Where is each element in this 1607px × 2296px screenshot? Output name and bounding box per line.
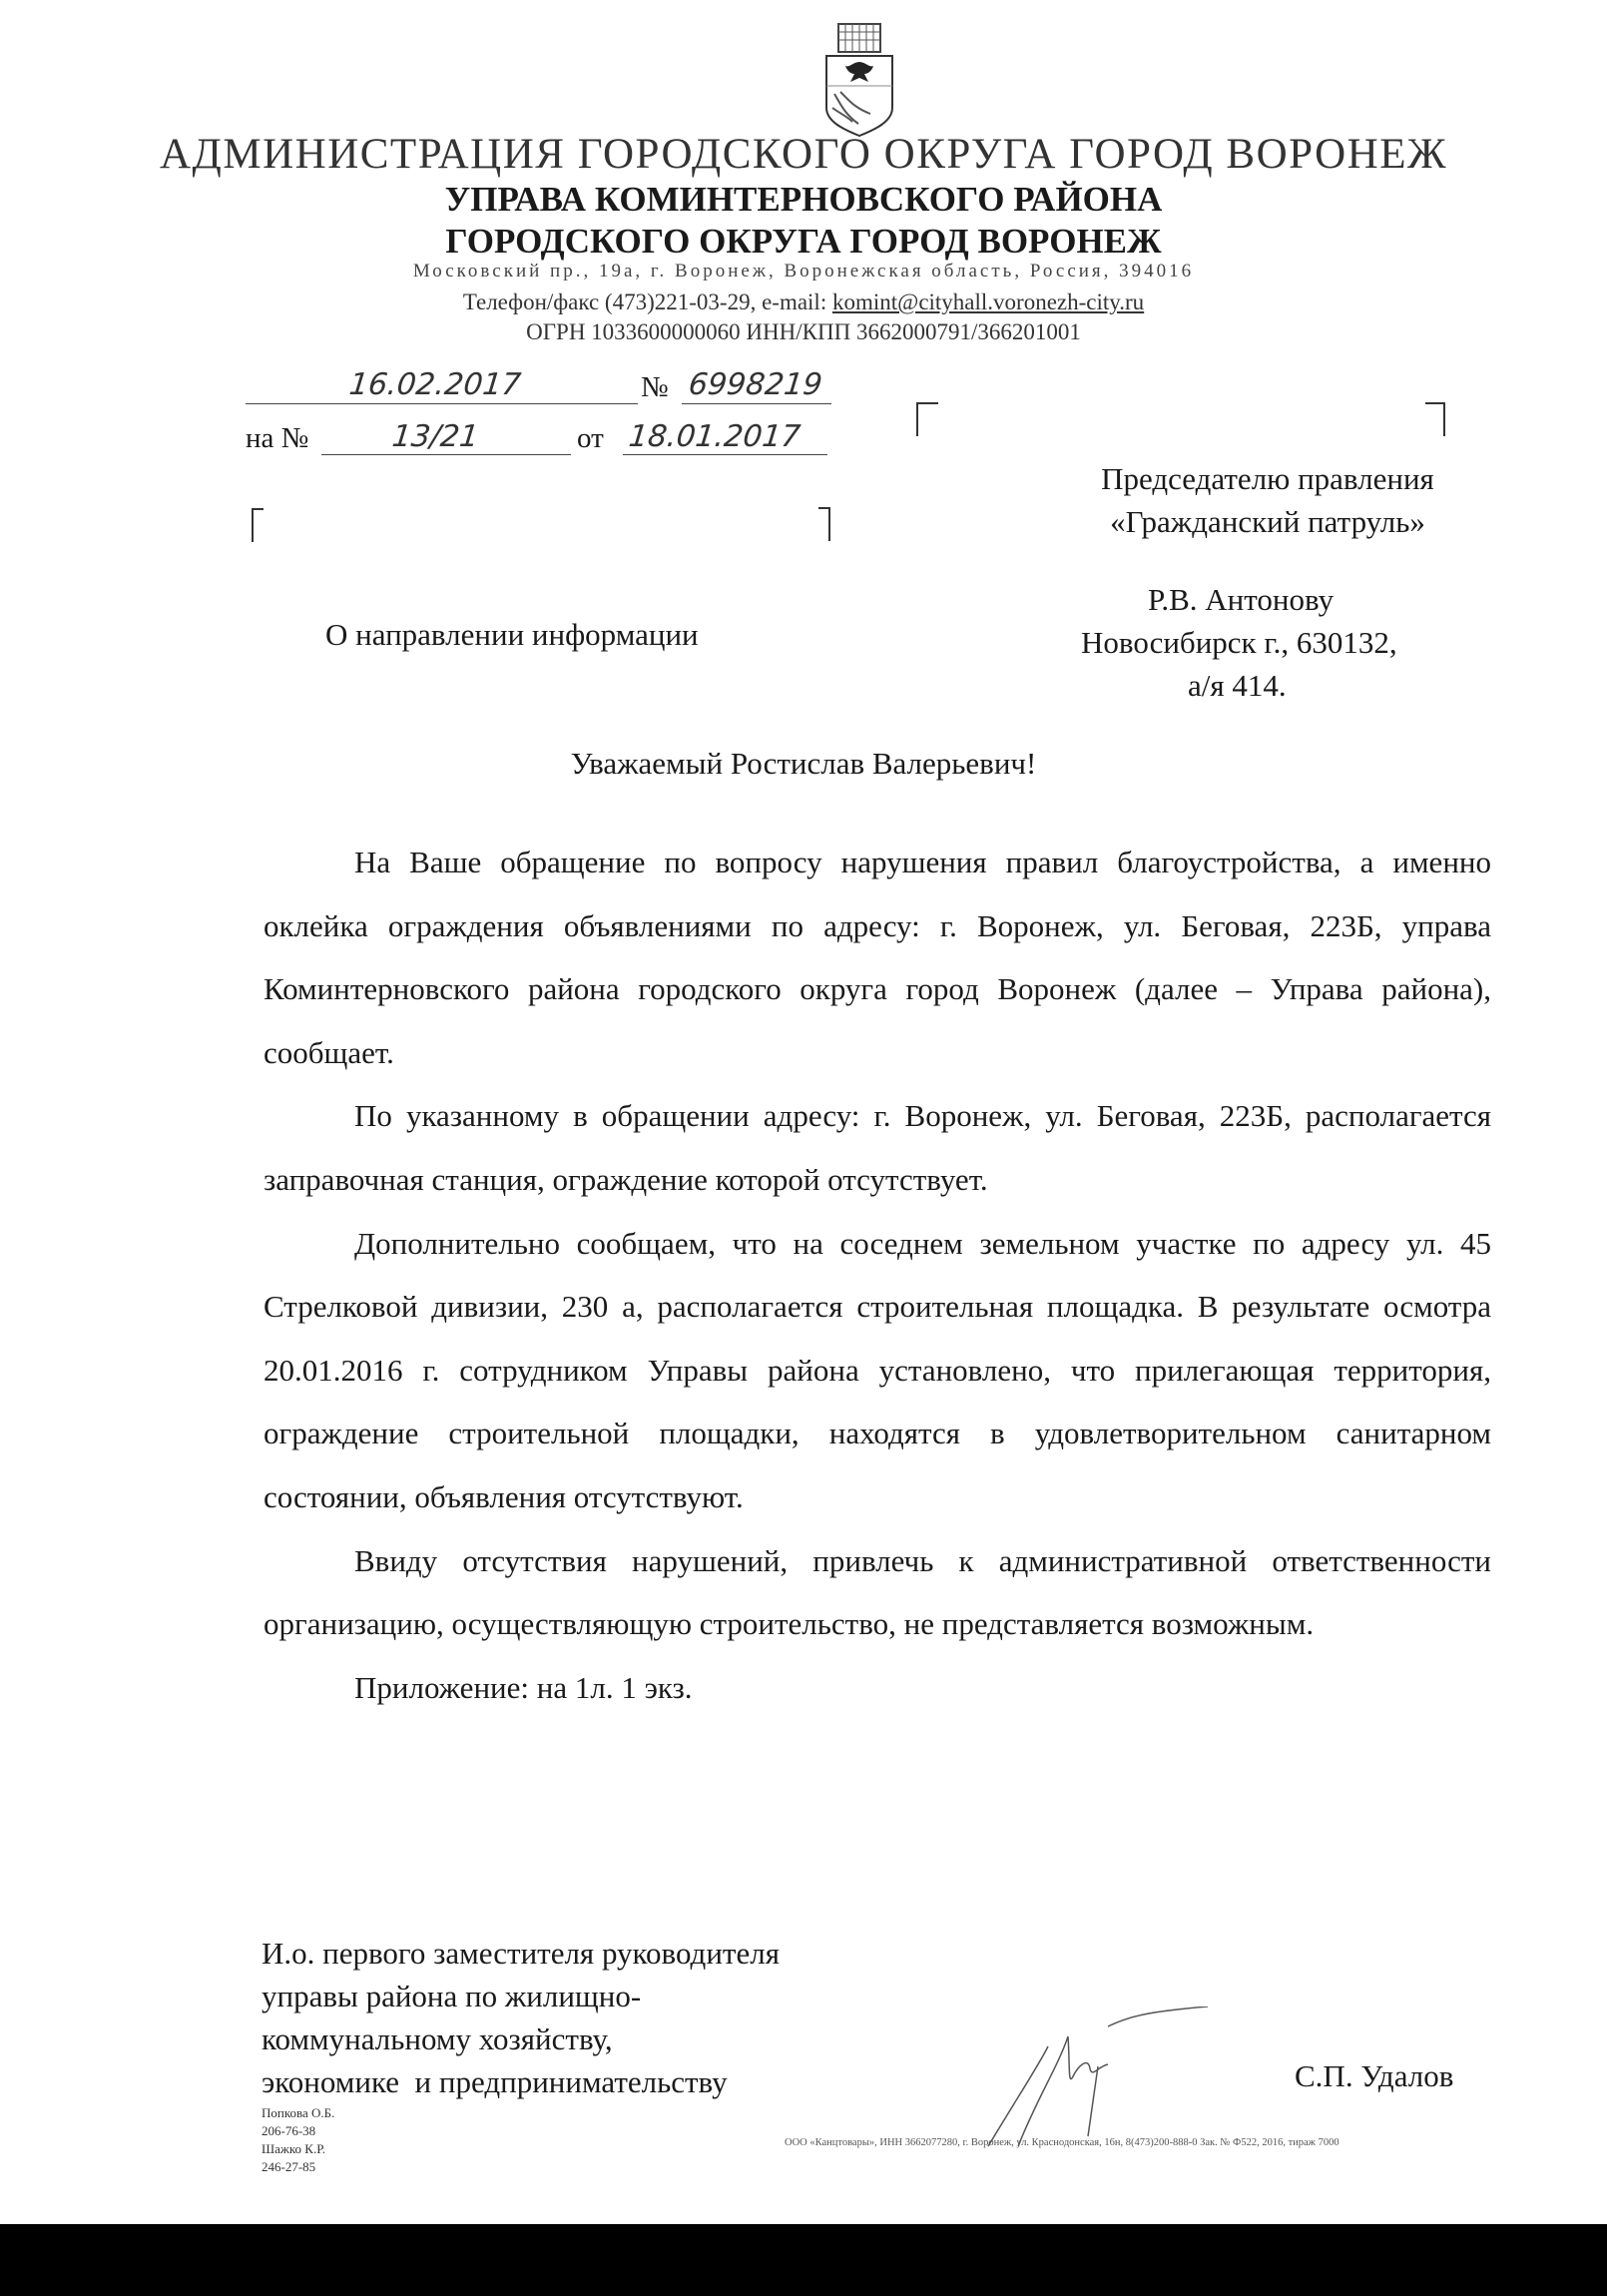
scan-border <box>0 2224 1607 2296</box>
number-underline <box>682 403 831 404</box>
addressee-position: Председателю правления <box>1101 461 1434 496</box>
body-paragraph: По указанному в обращении адресу: г. Воронеж, ул. Беговая, 223Б, располагается заправочная станция, ограждение которой отсутствует. <box>264 1098 1491 1197</box>
email-link[interactable]: komint@cityhall.voronezh-city.ru <box>831 289 1145 314</box>
position-line: коммунальному хозяйству, <box>262 2021 613 2056</box>
phone-fax: Телефон/факс (473)221-03-29, e-mail: <box>462 289 832 314</box>
number-label: № <box>641 371 669 403</box>
addressee-city: Новосибирск г., 630132, <box>1081 625 1397 660</box>
ref-number[interactable]: 13/21 <box>390 419 481 454</box>
letter-body <box>264 831 1491 1719</box>
addressee-name: Р.В. Антонову <box>1148 582 1335 617</box>
letterhead-uprava: УПРАВА КОМИНТЕРНОВСКОГО РАЙОНА <box>444 180 1163 219</box>
executor-phone: 206-76-38 <box>262 2123 316 2138</box>
addressee-box: а/я 414. <box>1188 668 1287 703</box>
ref-date-underline <box>623 454 827 455</box>
addressee-organization: «Гражданский патруль» <box>1110 504 1425 539</box>
addressee-bracket-right <box>1425 402 1445 436</box>
attachment-note: Приложение: на 1л. 1 экз. <box>354 1669 693 1705</box>
executor-phone: 246-27-85 <box>262 2159 316 2174</box>
body-paragraph: На Ваше обращение по вопросу нарушения правил благоустройства, а именно оклейка ограждения объявлениями по адресу: г. Воронеж, ул. Беговая, 223Б, управа Коминтерновского района городского округа город Воронеж (далее – Управа района), сообщает. <box>264 845 1491 1070</box>
letterhead-contacts <box>0 289 1607 315</box>
letterhead-address: Московский пр., 19а, г. Воронеж, Воронежская область, Россия, 394016 <box>412 261 1195 282</box>
subject-bracket-left <box>252 508 264 542</box>
letterhead-okrug: ГОРОДСКОГО ОКРУГА ГОРОД ВОРОНЕЖ <box>445 222 1162 261</box>
printer-imprint: ООО «Канцтовары», ИНН 3662077280, г. Воронеж, ул. Краснодонская, 16н, 8(473)200-888-0 Зак. № Ф522, 2016, тираж 7000 <box>785 2137 1339 2148</box>
greeting: Уважаемый Ростислав Валерьевич! <box>570 746 1037 781</box>
date-underline <box>246 403 638 404</box>
ref-date-label: от <box>577 422 604 454</box>
outgoing-date[interactable]: 16.02.2017 <box>347 367 523 402</box>
body-paragraph: Ввиду отсутствия нарушений, привлечь к административной ответственности организацию, осуществляющую строительство, не представляется возможным. <box>264 1542 1491 1642</box>
executor-name: Попкова О.Б. <box>262 2105 335 2120</box>
letterhead-ids: ОГРН 1033600000060 ИНН/КПП 3662000791/366201001 <box>526 319 1081 344</box>
addressee-block <box>1038 457 1497 543</box>
signatory-position <box>262 1932 780 2103</box>
body-paragraph: Дополнительно сообщаем, что на соседнем земельном участке по адресу ул. 45 Стрелковой дивизии, 230 а, располагается строительная площадка. В результате осмотра 20.01.2016 г. сотрудником Управы района установлено, что прилегающая территория, ограждение строительной площадки, находятся в удовлетворительном санитарном состоянии, объявления отсутствуют. <box>264 1225 1491 1514</box>
position-line: И.о. первого заместителя руководителя <box>262 1936 780 1971</box>
coat-of-arms-emblem <box>820 22 898 137</box>
letterhead-administration: АДМИНИСТРАЦИЯ ГОРОДСКОГО ОКРУГА ГОРОД ВОРОНЕЖ <box>159 131 1448 178</box>
executor-name: Шажко К.Р. <box>262 2141 326 2156</box>
ref-date[interactable]: 18.01.2017 <box>627 419 803 454</box>
executors <box>262 2104 334 2176</box>
ref-number-label: на № <box>246 422 309 454</box>
subject-bracket-right <box>818 507 830 541</box>
signatory-name: С.П. Удалов <box>1295 2058 1454 2093</box>
addressee-bracket-left <box>916 402 938 436</box>
outgoing-number[interactable]: 6998219 <box>687 367 824 402</box>
ref-number-underline <box>321 454 571 455</box>
letter-subject: О направлении информации <box>325 617 699 652</box>
position-line: управы района по жилищно- <box>262 1979 642 2013</box>
position-line: экономике и предпринимательству <box>262 2064 728 2099</box>
